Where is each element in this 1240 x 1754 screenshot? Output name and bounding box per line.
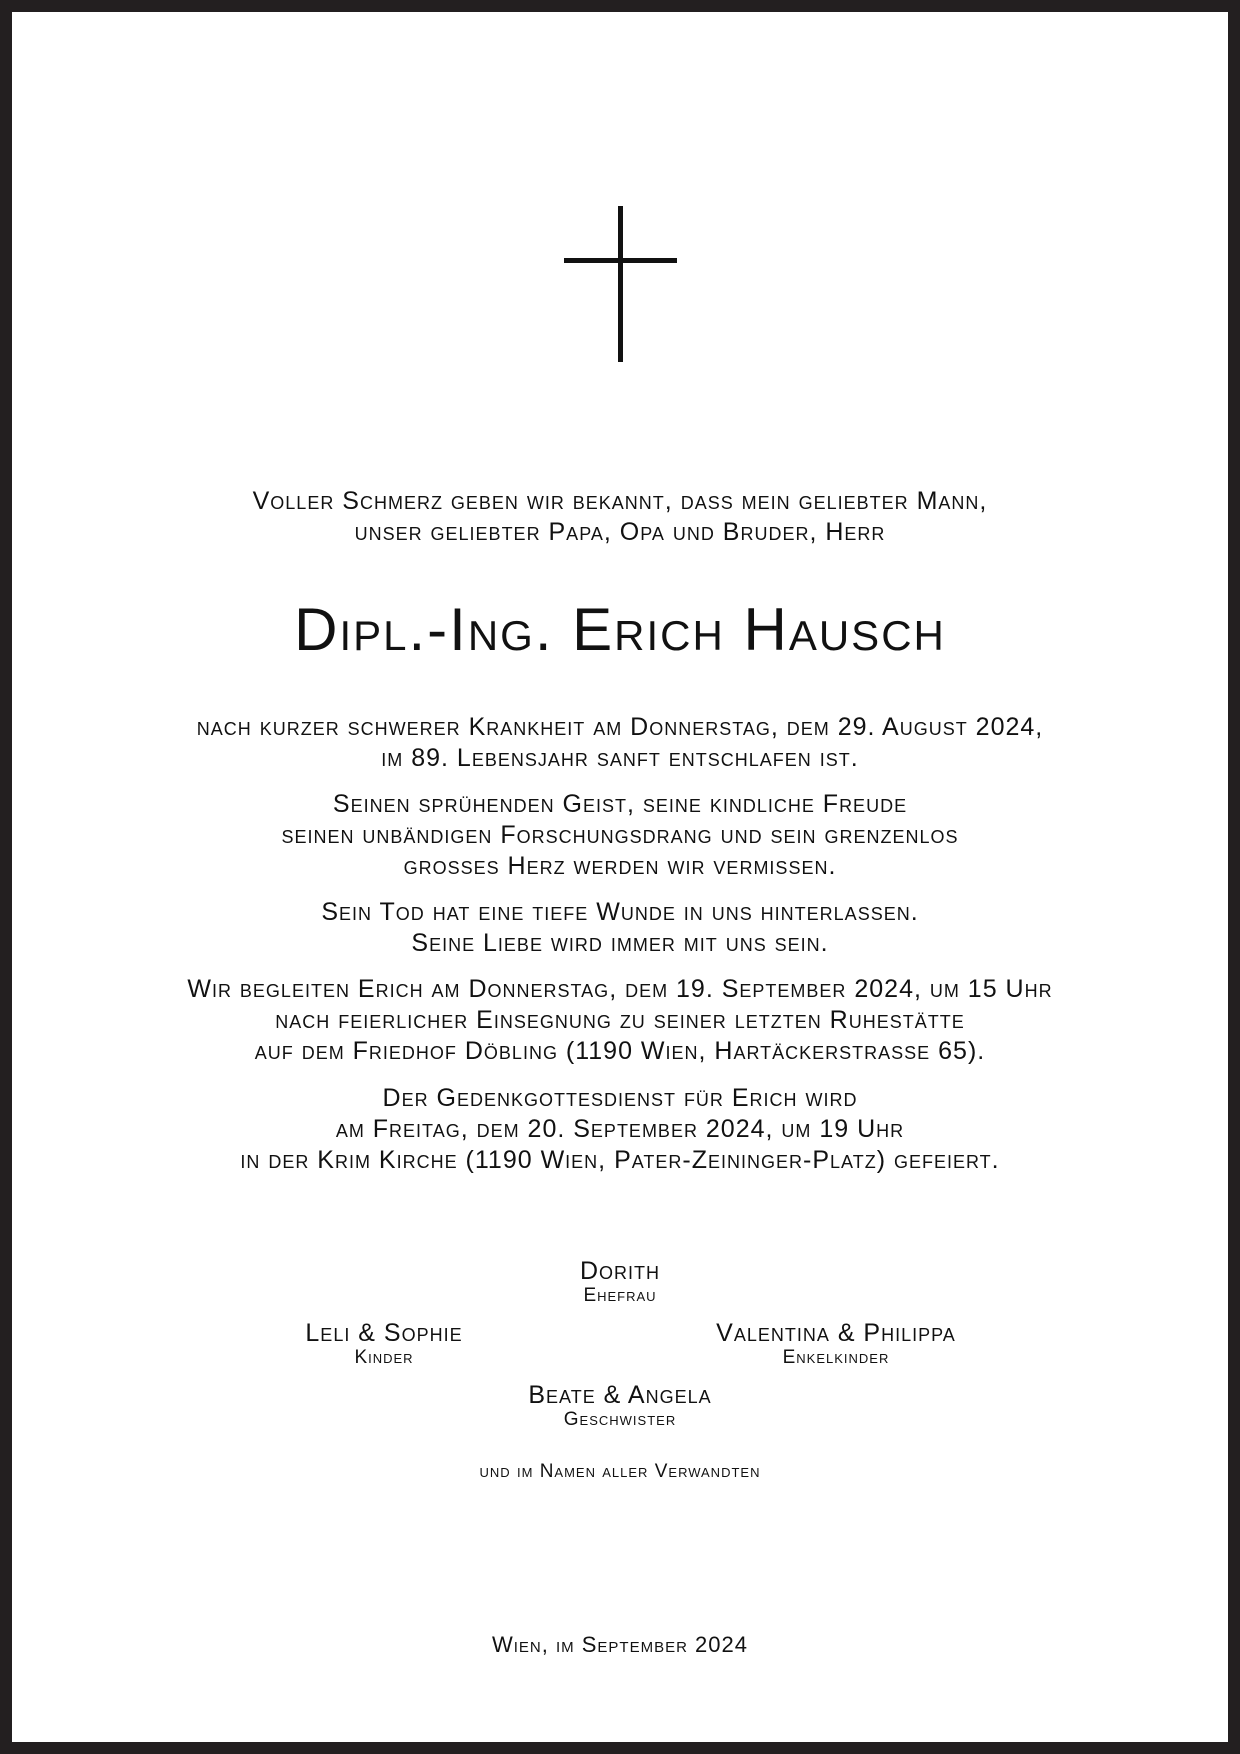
intro-text [12, 486, 1228, 548]
paragraph-line: am Freitag, dem 20. September 2024, um 19 Uhr [335, 1115, 905, 1143]
place-date: Wien, im September 2024 [491, 1632, 748, 1657]
paragraph-line: nach kurzer schwerer Krankheit am Donnerstag, dem 29. August 2024, [196, 713, 1044, 741]
mourner-role: Geschwister [563, 1409, 677, 1430]
mourner-name: Dorith [579, 1257, 661, 1285]
cross-icon [12, 12, 1228, 412]
paragraph-funeral [12, 974, 1228, 1067]
mourner-grandchildren [636, 1319, 1036, 1369]
paragraph-memorial-service [12, 1083, 1228, 1176]
paragraph-line: Wir begleiten Erich am Donnerstag, dem 19. September 2024, um 15 Uhr [187, 975, 1053, 1003]
closing-text: und im Namen aller Verwandten [479, 1461, 761, 1482]
intro-line: unser geliebter Papa, Opa und Bruder, Herr [354, 518, 886, 546]
mourner-siblings [420, 1381, 820, 1431]
mourner-name: Beate & Angela [528, 1381, 712, 1409]
paragraph-line: in der Krim Kirche (1190 Wien, Pater-Zeininger-Platz) gefeiert. [240, 1146, 1000, 1174]
paragraph-line: Seinen sprühenden Geist, seine kindliche Freude [332, 790, 908, 818]
deceased-name: Dipl.-Ing. Erich Hausch [294, 596, 946, 663]
mourner-name: Valentina & Philippa [716, 1319, 956, 1347]
mourner-role: Enkelkinder [782, 1347, 890, 1368]
intro-line: Voller Schmerz geben wir bekannt, dass mein geliebter Mann, [252, 487, 988, 515]
paragraph-death [12, 712, 1228, 774]
paragraph-line: Sein Tod hat eine tiefe Wunde in uns hinterlassen. [321, 898, 919, 926]
paragraph-tribute [12, 789, 1228, 882]
paragraph-line: nach feierlicher Einsegnung zu seiner letzten Ruhestätte [275, 1006, 965, 1034]
paragraph-line: im 89. Lebensjahr sanft entschlafen ist. [381, 744, 859, 772]
paragraph-grief [12, 897, 1228, 959]
mourner-name: Leli & Sophie [305, 1319, 463, 1347]
mourner-children [184, 1319, 584, 1369]
paragraph-line: Der Gedenkgottesdienst für Erich wird [382, 1084, 858, 1112]
paragraph-line: Seine Liebe wird immer mit uns sein. [411, 929, 829, 957]
paragraph-line: seinen unbändigen Forschungsdrang und sein grenzenlos [281, 821, 959, 849]
paragraph-line: grosses Herz werden wir vermissen. [403, 852, 837, 880]
mourner-wife [420, 1257, 820, 1307]
mourner-role: Kinder [354, 1347, 414, 1368]
mourner-role: Ehefrau [583, 1285, 657, 1306]
paragraph-line: auf dem Friedhof Döbling (1190 Wien, Hartäckerstrasse 65). [254, 1037, 986, 1065]
